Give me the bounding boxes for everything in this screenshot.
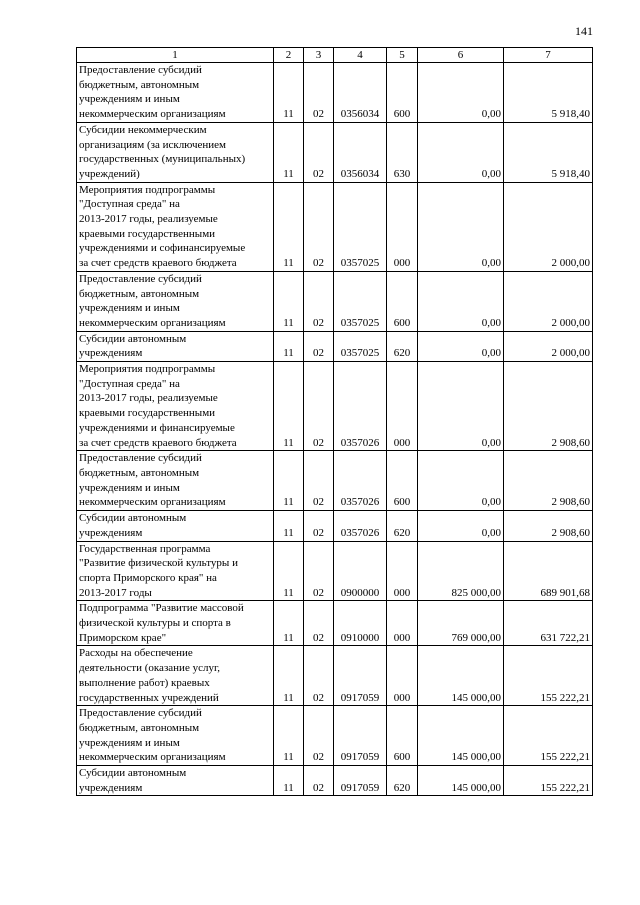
column-header-1: 1 [77, 48, 274, 63]
expense-type-code: 000 [387, 601, 418, 646]
description-line: Подпрограмма "Развитие массовой [79, 602, 244, 615]
section-code: 11 [274, 766, 304, 796]
description-line: Субсидии автономным [79, 767, 187, 780]
table-row [77, 601, 593, 646]
table-row [77, 362, 593, 451]
section-code: 11 [274, 706, 304, 766]
actual-amount: 5 918,40 [504, 63, 593, 123]
description-line: "Доступная среда" на [79, 377, 180, 390]
description-line: государственных (муниципальных) [79, 153, 246, 166]
expense-type-code: 600 [387, 451, 418, 511]
table-row [77, 63, 593, 123]
table-row [77, 766, 593, 796]
actual-amount: 155 222,21 [504, 766, 593, 796]
row-description [77, 511, 274, 541]
subsection-code: 02 [304, 182, 334, 271]
expense-type-code: 000 [387, 541, 418, 601]
table-row [77, 182, 593, 271]
target-article-code: 0356034 [334, 122, 387, 182]
description-line: физической культуры и спорта в [79, 617, 231, 630]
subsection-code: 02 [304, 646, 334, 706]
description-line: учреждениям и иным [79, 302, 180, 315]
section-code: 11 [274, 541, 304, 601]
row-description [77, 601, 274, 646]
planned-amount: 0,00 [418, 271, 504, 331]
description-line: краевыми государственными [79, 407, 216, 420]
row-description [77, 63, 274, 123]
subsection-code: 02 [304, 601, 334, 646]
description-line: выполнение работ) краевых [79, 676, 210, 689]
planned-amount: 145 000,00 [418, 646, 504, 706]
description-line: некоммерческим организациям [79, 496, 226, 509]
description-line: учреждениям и иным [79, 93, 180, 106]
description-line: за счет средств краевого бюджета [79, 436, 237, 449]
description-line: 2013-2017 годы, реализуемые [79, 213, 218, 226]
description-line: Субсидии автономным [79, 512, 187, 525]
section-code: 11 [274, 122, 304, 182]
subsection-code: 02 [304, 122, 334, 182]
description-line: Предоставление субсидий [79, 64, 202, 76]
actual-amount: 2 000,00 [504, 331, 593, 361]
description-line: учреждений) [79, 167, 140, 180]
column-header-7: 7 [504, 48, 593, 63]
planned-amount: 0,00 [418, 122, 504, 182]
budget-table [76, 47, 593, 796]
row-description [77, 451, 274, 511]
subsection-code: 02 [304, 271, 334, 331]
target-article-code: 0917059 [334, 646, 387, 706]
description-line: Предоставление субсидий [79, 452, 202, 465]
expense-type-code: 000 [387, 182, 418, 271]
description-line: деятельности (оказание услуг, [79, 662, 220, 675]
description-line: Предоставление субсидий [79, 707, 202, 720]
expense-type-code: 000 [387, 362, 418, 451]
column-header-3: 3 [304, 48, 334, 63]
description-line: учреждениям [79, 526, 143, 539]
target-article-code: 0357025 [334, 271, 387, 331]
target-article-code: 0357025 [334, 331, 387, 361]
description-line: учреждениям и иным [79, 481, 180, 494]
description-line: учреждениям [79, 347, 143, 360]
actual-amount: 689 901,68 [504, 541, 593, 601]
description-line: некоммерческим организациям [79, 316, 226, 329]
actual-amount: 2 908,60 [504, 451, 593, 511]
actual-amount: 2 000,00 [504, 182, 593, 271]
expense-type-code: 630 [387, 122, 418, 182]
expense-type-code: 000 [387, 646, 418, 706]
expense-type-code: 620 [387, 511, 418, 541]
actual-amount: 631 722,21 [504, 601, 593, 646]
planned-amount: 769 000,00 [418, 601, 504, 646]
section-code: 11 [274, 331, 304, 361]
section-code: 11 [274, 646, 304, 706]
row-description [77, 541, 274, 601]
planned-amount: 145 000,00 [418, 766, 504, 796]
subsection-code: 02 [304, 511, 334, 541]
row-description [77, 122, 274, 182]
section-code: 11 [274, 601, 304, 646]
section-code: 11 [274, 182, 304, 271]
description-line: 2013-2017 годы, реализуемые [79, 392, 218, 405]
description-line: государственных учреждений [79, 691, 219, 704]
description-line: учреждениями и финансируемые [79, 421, 235, 434]
actual-amount: 2 908,60 [504, 511, 593, 541]
table-header-row [77, 48, 593, 63]
expense-type-code: 600 [387, 706, 418, 766]
column-header-4: 4 [334, 48, 387, 63]
description-line: бюджетным, автономным [79, 287, 200, 300]
description-line: за счет средств краевого бюджета [79, 257, 237, 270]
planned-amount: 0,00 [418, 451, 504, 511]
section-code: 11 [274, 271, 304, 331]
description-line: некоммерческим организациям [79, 751, 226, 764]
target-article-code: 0910000 [334, 601, 387, 646]
column-header-2: 2 [274, 48, 304, 63]
section-code: 11 [274, 451, 304, 511]
description-line: краевыми государственными [79, 227, 216, 240]
description-line: бюджетным, автономным [79, 466, 200, 479]
subsection-code: 02 [304, 362, 334, 451]
row-description [77, 362, 274, 451]
description-line: Расходы на обеспечение [79, 647, 193, 660]
expense-type-code: 620 [387, 331, 418, 361]
description-line: организациям (за исключением [79, 138, 227, 151]
actual-amount: 5 918,40 [504, 122, 593, 182]
description-line: Приморском крае" [79, 631, 167, 644]
planned-amount: 0,00 [418, 362, 504, 451]
planned-amount: 0,00 [418, 63, 504, 123]
target-article-code: 0356034 [334, 63, 387, 123]
description-line: учреждениям и иным [79, 736, 180, 749]
subsection-code: 02 [304, 541, 334, 601]
table-row [77, 271, 593, 331]
subsection-code: 02 [304, 766, 334, 796]
subsection-code: 02 [304, 706, 334, 766]
subsection-code: 02 [304, 451, 334, 511]
table-row [77, 122, 593, 182]
page-number: 141 [575, 24, 593, 38]
table-row [77, 541, 593, 601]
description-line: спорта Приморского края" на [79, 571, 217, 584]
target-article-code: 0357026 [334, 362, 387, 451]
column-header-5: 5 [387, 48, 418, 63]
target-article-code: 0900000 [334, 541, 387, 601]
row-description [77, 331, 274, 361]
table-body [77, 63, 593, 796]
row-description [77, 271, 274, 331]
planned-amount: 0,00 [418, 331, 504, 361]
target-article-code: 0357026 [334, 451, 387, 511]
target-article-code: 0917059 [334, 706, 387, 766]
description-line: "Доступная среда" на [79, 198, 180, 211]
table-row [77, 646, 593, 706]
description-line: "Развитие физической культуры и [79, 557, 238, 570]
column-header-6: 6 [418, 48, 504, 63]
description-line: Государственная программа [79, 542, 211, 555]
description-line: учреждениям [79, 781, 143, 794]
expense-type-code: 600 [387, 271, 418, 331]
table-row [77, 511, 593, 541]
row-description [77, 766, 274, 796]
planned-amount: 0,00 [418, 511, 504, 541]
description-line: Предоставление субсидий [79, 272, 202, 285]
target-article-code: 0917059 [334, 766, 387, 796]
planned-amount: 825 000,00 [418, 541, 504, 601]
subsection-code: 02 [304, 63, 334, 123]
section-code: 11 [274, 63, 304, 123]
actual-amount: 2 908,60 [504, 362, 593, 451]
planned-amount: 0,00 [418, 182, 504, 271]
description-line: учреждениями и софинансируемые [79, 242, 246, 255]
table-row [77, 451, 593, 511]
row-description [77, 182, 274, 271]
target-article-code: 0357025 [334, 182, 387, 271]
table-row [77, 331, 593, 361]
actual-amount: 2 000,00 [504, 271, 593, 331]
planned-amount: 145 000,00 [418, 706, 504, 766]
row-description [77, 646, 274, 706]
description-line: бюджетным, автономным [79, 78, 200, 91]
expense-type-code: 620 [387, 766, 418, 796]
description-line: бюджетным, автономным [79, 721, 200, 734]
expense-type-code: 600 [387, 63, 418, 123]
subsection-code: 02 [304, 331, 334, 361]
description-line: 2013-2017 годы [79, 586, 152, 599]
actual-amount: 155 222,21 [504, 706, 593, 766]
target-article-code: 0357026 [334, 511, 387, 541]
actual-amount: 155 222,21 [504, 646, 593, 706]
table-row [77, 706, 593, 766]
description-line: некоммерческим организациям [79, 108, 226, 121]
row-description [77, 706, 274, 766]
section-code: 11 [274, 362, 304, 451]
description-line: Мероприятия подпрограммы [79, 363, 216, 376]
section-code: 11 [274, 511, 304, 541]
description-line: Субсидии автономным [79, 332, 187, 345]
description-line: Мероприятия подпрограммы [79, 183, 216, 196]
description-line: Субсидии некоммерческим [79, 123, 207, 136]
